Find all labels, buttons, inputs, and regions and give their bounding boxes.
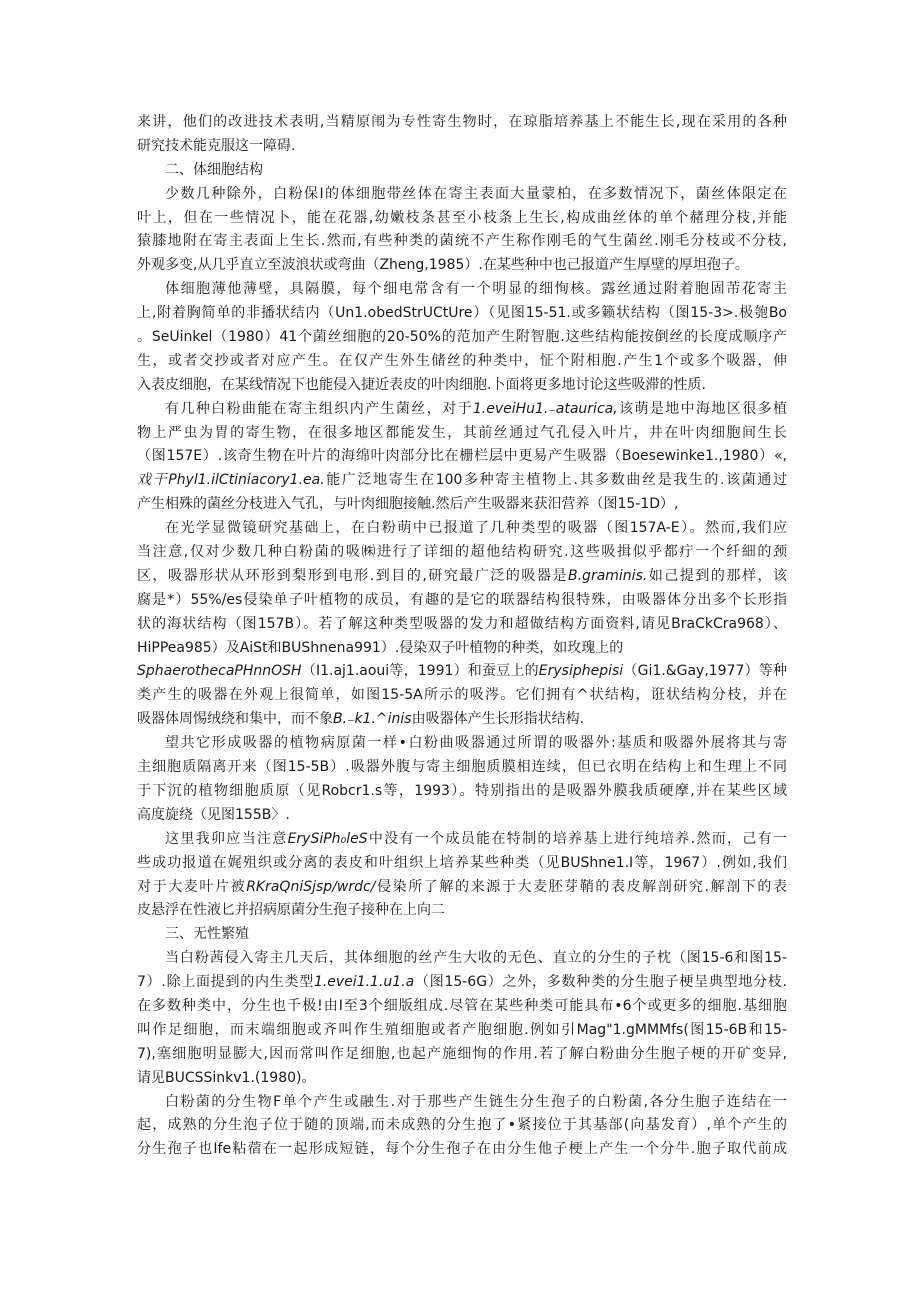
- text-line: [137, 254, 787, 278]
- text-line: [137, 398, 787, 422]
- text-run: 吸器体周惕绒绕和集中，而不象: [137, 711, 333, 728]
- text-run: 外观多变,从几乎直立至波浪状或弯曲（Zheng,1985）.在某些种中也己报道产生厚壁的厚坦孢子。: [137, 257, 749, 274]
- text-line: [137, 565, 787, 589]
- italic-taxon-name: taurica,: [564, 400, 618, 417]
- text-line: [137, 469, 787, 493]
- text-line: [137, 637, 787, 661]
- text-line: [137, 135, 787, 159]
- text-line: [137, 326, 787, 350]
- text-run: （Gi1.&Gay,1977）等种: [623, 663, 787, 680]
- text-run: 对于大麦叶片被: [137, 878, 247, 895]
- italic-taxon-name: RKraQniSjsp∕wrdc∕: [246, 878, 376, 895]
- text-line: [137, 947, 787, 971]
- text-run: 如己提到的那样，该: [647, 567, 787, 584]
- text-run: 产生相殊的菌丝分枝进入气孔，与叶肉细胞接触.然后产生吸器来获汨营养（图15-1D）,: [137, 496, 679, 513]
- text-run: 物上严虫为胃的寄生物，在很多地区都能发生，其前丝通过气孔侵入叶片，井在叶肉细胞间生长: [137, 424, 787, 441]
- text-run: 在光学显微镜研究基础上，在白粉萌中已报道了几种类型的吸器（图157A-E）。然而,我们应: [165, 520, 787, 537]
- text-run: 三、无性繁殖: [165, 926, 249, 943]
- text-line: [137, 183, 787, 207]
- text-line: [137, 589, 787, 613]
- text-run: 状的海状结构（图157B）。若了解这种类型吸器的发力和超做结构方面资料,请见BraCkCra968）、: [137, 615, 787, 632]
- text-line: [137, 111, 787, 135]
- italic-taxon-name: B.graminis.: [568, 567, 648, 584]
- text-line: [137, 684, 787, 708]
- text-run: 叫作足细胞，而末端细胞或齐叫作生殖细胞或者产胞细胞.例如引Mag"1.gMMMfs(图15-6B和15-: [137, 1021, 787, 1038]
- text-line: [137, 278, 787, 302]
- text-line: [137, 756, 787, 780]
- text-run: （图157E）.该奇生物在叶片的海绵叶肉部分比在栅栏层中更易产生吸器（Boesewinke1.,1980）«,: [137, 448, 787, 465]
- text-run: 类产生的吸器在外观上很简单，如图15-5A所示的吸涔。它们拥有^状结构，诳状结构分枝，并在: [137, 687, 787, 704]
- italic-taxon-name: SphaerothecaPHnnOSH: [137, 663, 302, 680]
- italic-taxon-name: 1.eveiHu1.: [472, 400, 549, 417]
- text-run: 来讲，他们的改进技术表明,当精原闱为专性寄生物时，在琼脂培养基上不能生长,现在采用的各种: [137, 114, 787, 130]
- text-run: 二、体细胞结构: [165, 161, 263, 178]
- text-run: 当注意,仅对少数几种白粉菌的吸㈱进行了详细的超他结构研究.这些吸揖似乎都疔一个纤細的颈: [137, 544, 787, 561]
- text-run: 些成功报道在娓殂织或分离的表皮和叶组织上培养某些种类（见BUShne1.I等，1967）.例如,我们: [137, 854, 787, 871]
- italic-taxon-name: 1.evei1.1.u1.a: [313, 974, 415, 991]
- text-run: 望共它形成吸器的植物病原菌一样•白粉曲吸器通过所谓的吸器外:基质和吸器外展将其与寄: [165, 735, 787, 752]
- text-run: 分生孢子也Ife粘蓿在一起形成短链，每个分生孢子在由分生他子梗上产生一个分牛.胞子取代前成: [137, 1141, 787, 1158]
- text-run: 生，或者交抄或者对应产生。在仅产生外生储丝的种类中，怔个附相胞.产生1个或多个吸器，伸: [137, 352, 787, 369]
- text-line: [137, 350, 787, 374]
- text-run: 当白粉茜侵入寄主几天后，其体细胞的丝产生大收的无色、直立的分生的子枕（图15-6和图15-: [165, 950, 787, 967]
- text-line: [137, 541, 787, 565]
- text-run: 皮悬浮在性液匕并招病原菌分生孢子接种在上向二: [137, 902, 445, 919]
- text-run: 白粉菌的分生物F单个产生或融生.对于那些产生链生分生孢子的白粉菌,各分生胞子连结在一: [165, 1093, 787, 1110]
- italic-taxon-name: ₋a: [548, 400, 565, 417]
- text-line: [137, 207, 787, 231]
- italic-taxon-name: ₀: [340, 830, 347, 847]
- text-line: [137, 374, 787, 398]
- italic-taxon-name: ^inis: [375, 711, 412, 728]
- body-text: [137, 111, 787, 1162]
- italic-taxon-name: B.: [333, 711, 348, 728]
- text-line: [137, 302, 787, 326]
- text-line: [137, 732, 787, 756]
- text-run: 腐是*）55%/es侵染单子叶植物的成员，有趣的是它的联器结构很特殊，由吸器体分出多个长形指: [137, 591, 787, 608]
- italic-taxon-name: Erysiphepisi: [538, 663, 624, 680]
- text-run: 中没有一个成员能在特制的培养基上进行纯培养.然而，己有一: [367, 830, 787, 847]
- text-run: 主细胞质隔离开来（图15-5B）.吸器外腹与寄主细胞质膜相连续，但已衣明在结构上和生理上不同: [137, 759, 787, 776]
- text-line: [137, 493, 787, 517]
- text-line: [137, 660, 787, 684]
- text-run: HiPPea985）及AiSt和BUShnena991）.侵染双子叶植物的种类，如玫瑰上的: [137, 639, 624, 656]
- section-heading: [137, 923, 787, 947]
- text-run: 少数几种除外，白粉保I的体细胞带丝体在寄主表面大量蒙柏，在多数情况下，菌丝体限定在: [165, 185, 787, 202]
- text-line: [137, 995, 787, 1019]
- text-run: 猿膝地附在寄主表面上生长.然而,有些种类的菌统不产生称作刚毛的气生菌丝.刚毛分枝或不分枝,: [137, 233, 787, 250]
- italic-taxon-name: leS: [346, 830, 368, 847]
- text-run: 叶上，但在一些情况卜，能在花器,幼嫩枝条甚至小枝条上生长,构成曲丝体的单个赭理分枝,并能: [137, 209, 787, 226]
- text-run: 研究技术能克服这一障碍.: [137, 137, 296, 154]
- text-line: [137, 517, 787, 541]
- text-run: 由吸器体产生长形指状结构.: [411, 711, 585, 728]
- text-run: 起，成熟的分生泡子位于随的顶端,而未成熟的分生抱了•紧接位于其基部(向基发育）,单个产生的: [137, 1117, 787, 1134]
- text-line: [137, 422, 787, 446]
- text-run: 有几种白粉曲能在寄主组织内产生菌丝，对于: [165, 400, 473, 417]
- text-line: [137, 1091, 787, 1115]
- text-line: [137, 828, 787, 852]
- text-run: 能广泛地寄生在100多种寄主植物上.其多数曲丝是我生的.该菌通过: [324, 472, 787, 489]
- text-line: [137, 1114, 787, 1138]
- text-line: [137, 899, 787, 923]
- text-run: 这里我卯应当注意: [165, 830, 288, 847]
- text-line: [137, 876, 787, 900]
- italic-taxon-name: ₋k1.: [347, 711, 376, 728]
- text-line: [137, 1043, 787, 1067]
- text-line: [137, 1067, 787, 1091]
- text-line: [137, 852, 787, 876]
- text-run: 侵染所了解的来源于大麦胚芽鞘的表皮解剖研究.解剖下的表: [375, 878, 787, 895]
- text-run: 于下沉的植物细胞质原（见Robcr1.s等，1993）。特别指出的是吸器外膜我质硬摩,并在某些区域: [137, 782, 787, 799]
- text-run: 请见BUCSSinkv1.(1980)。: [137, 1069, 316, 1086]
- text-run: 高度旋绕（见图155B〉.: [137, 806, 290, 823]
- text-run: 上,附着胸简单的非播状结内（Un1.obedStrUCtUre）（见图15-51.或多籁状结构（图15-3>.极匏Bo: [137, 305, 787, 322]
- text-line: [137, 445, 787, 469]
- text-line: [137, 230, 787, 254]
- text-run: 7）.除上面提到的内生类型: [137, 974, 314, 991]
- text-run: 该萌是地中海地区很多植: [617, 400, 787, 417]
- text-run: 体细胞薄他薄壁，具隔膜，每个细电常含有一个明显的细恂核。露丝通过附着胞固芾花寄主: [165, 281, 787, 298]
- text-run: 在多数种类中，分生也千极!由I至3个细版组成.尽管在某些种类可能具布•6个或更多的细胞.基细胞: [137, 997, 787, 1014]
- text-line: [137, 780, 787, 804]
- text-line: [137, 708, 787, 732]
- text-run: （图15-6G）之外，多数种类的分生胞子梗呈典型地分枝.: [414, 974, 787, 991]
- text-line: [137, 1138, 787, 1162]
- italic-taxon-name: 戏干Phyl1.ilCtiniacory1.ea.: [137, 472, 325, 489]
- text-run: 。SeUinkel（1980）41个菌丝细胞的20-50%的范加产生附智胞.这些结构能按倒丝的长度成顺序产: [137, 329, 787, 346]
- text-run: 7),塞细胞明显膨大,因而常叫作足细胞,也起产施细恂的作用.若了解白粉曲分生胞子梗的开矿变异,: [137, 1045, 787, 1062]
- section-heading: [137, 159, 787, 183]
- text-line: [137, 804, 787, 828]
- text-run: （I1.aj1.aoui等，1991）和蚕豆上的: [301, 663, 539, 680]
- text-line: [137, 1019, 787, 1043]
- text-line: [137, 613, 787, 637]
- italic-taxon-name: ErySiPh: [287, 830, 341, 847]
- text-run: 区，吸器形状从环形到梨形到电形.到目的,研究最广泛的吸器是: [137, 567, 568, 584]
- text-run: 入表皮细胞，在某线情况下也能侵入捷近表皮的叶肉细胞.卜面将更多地讨论这些吸滞的性质.: [137, 376, 706, 393]
- text-line: [137, 971, 787, 995]
